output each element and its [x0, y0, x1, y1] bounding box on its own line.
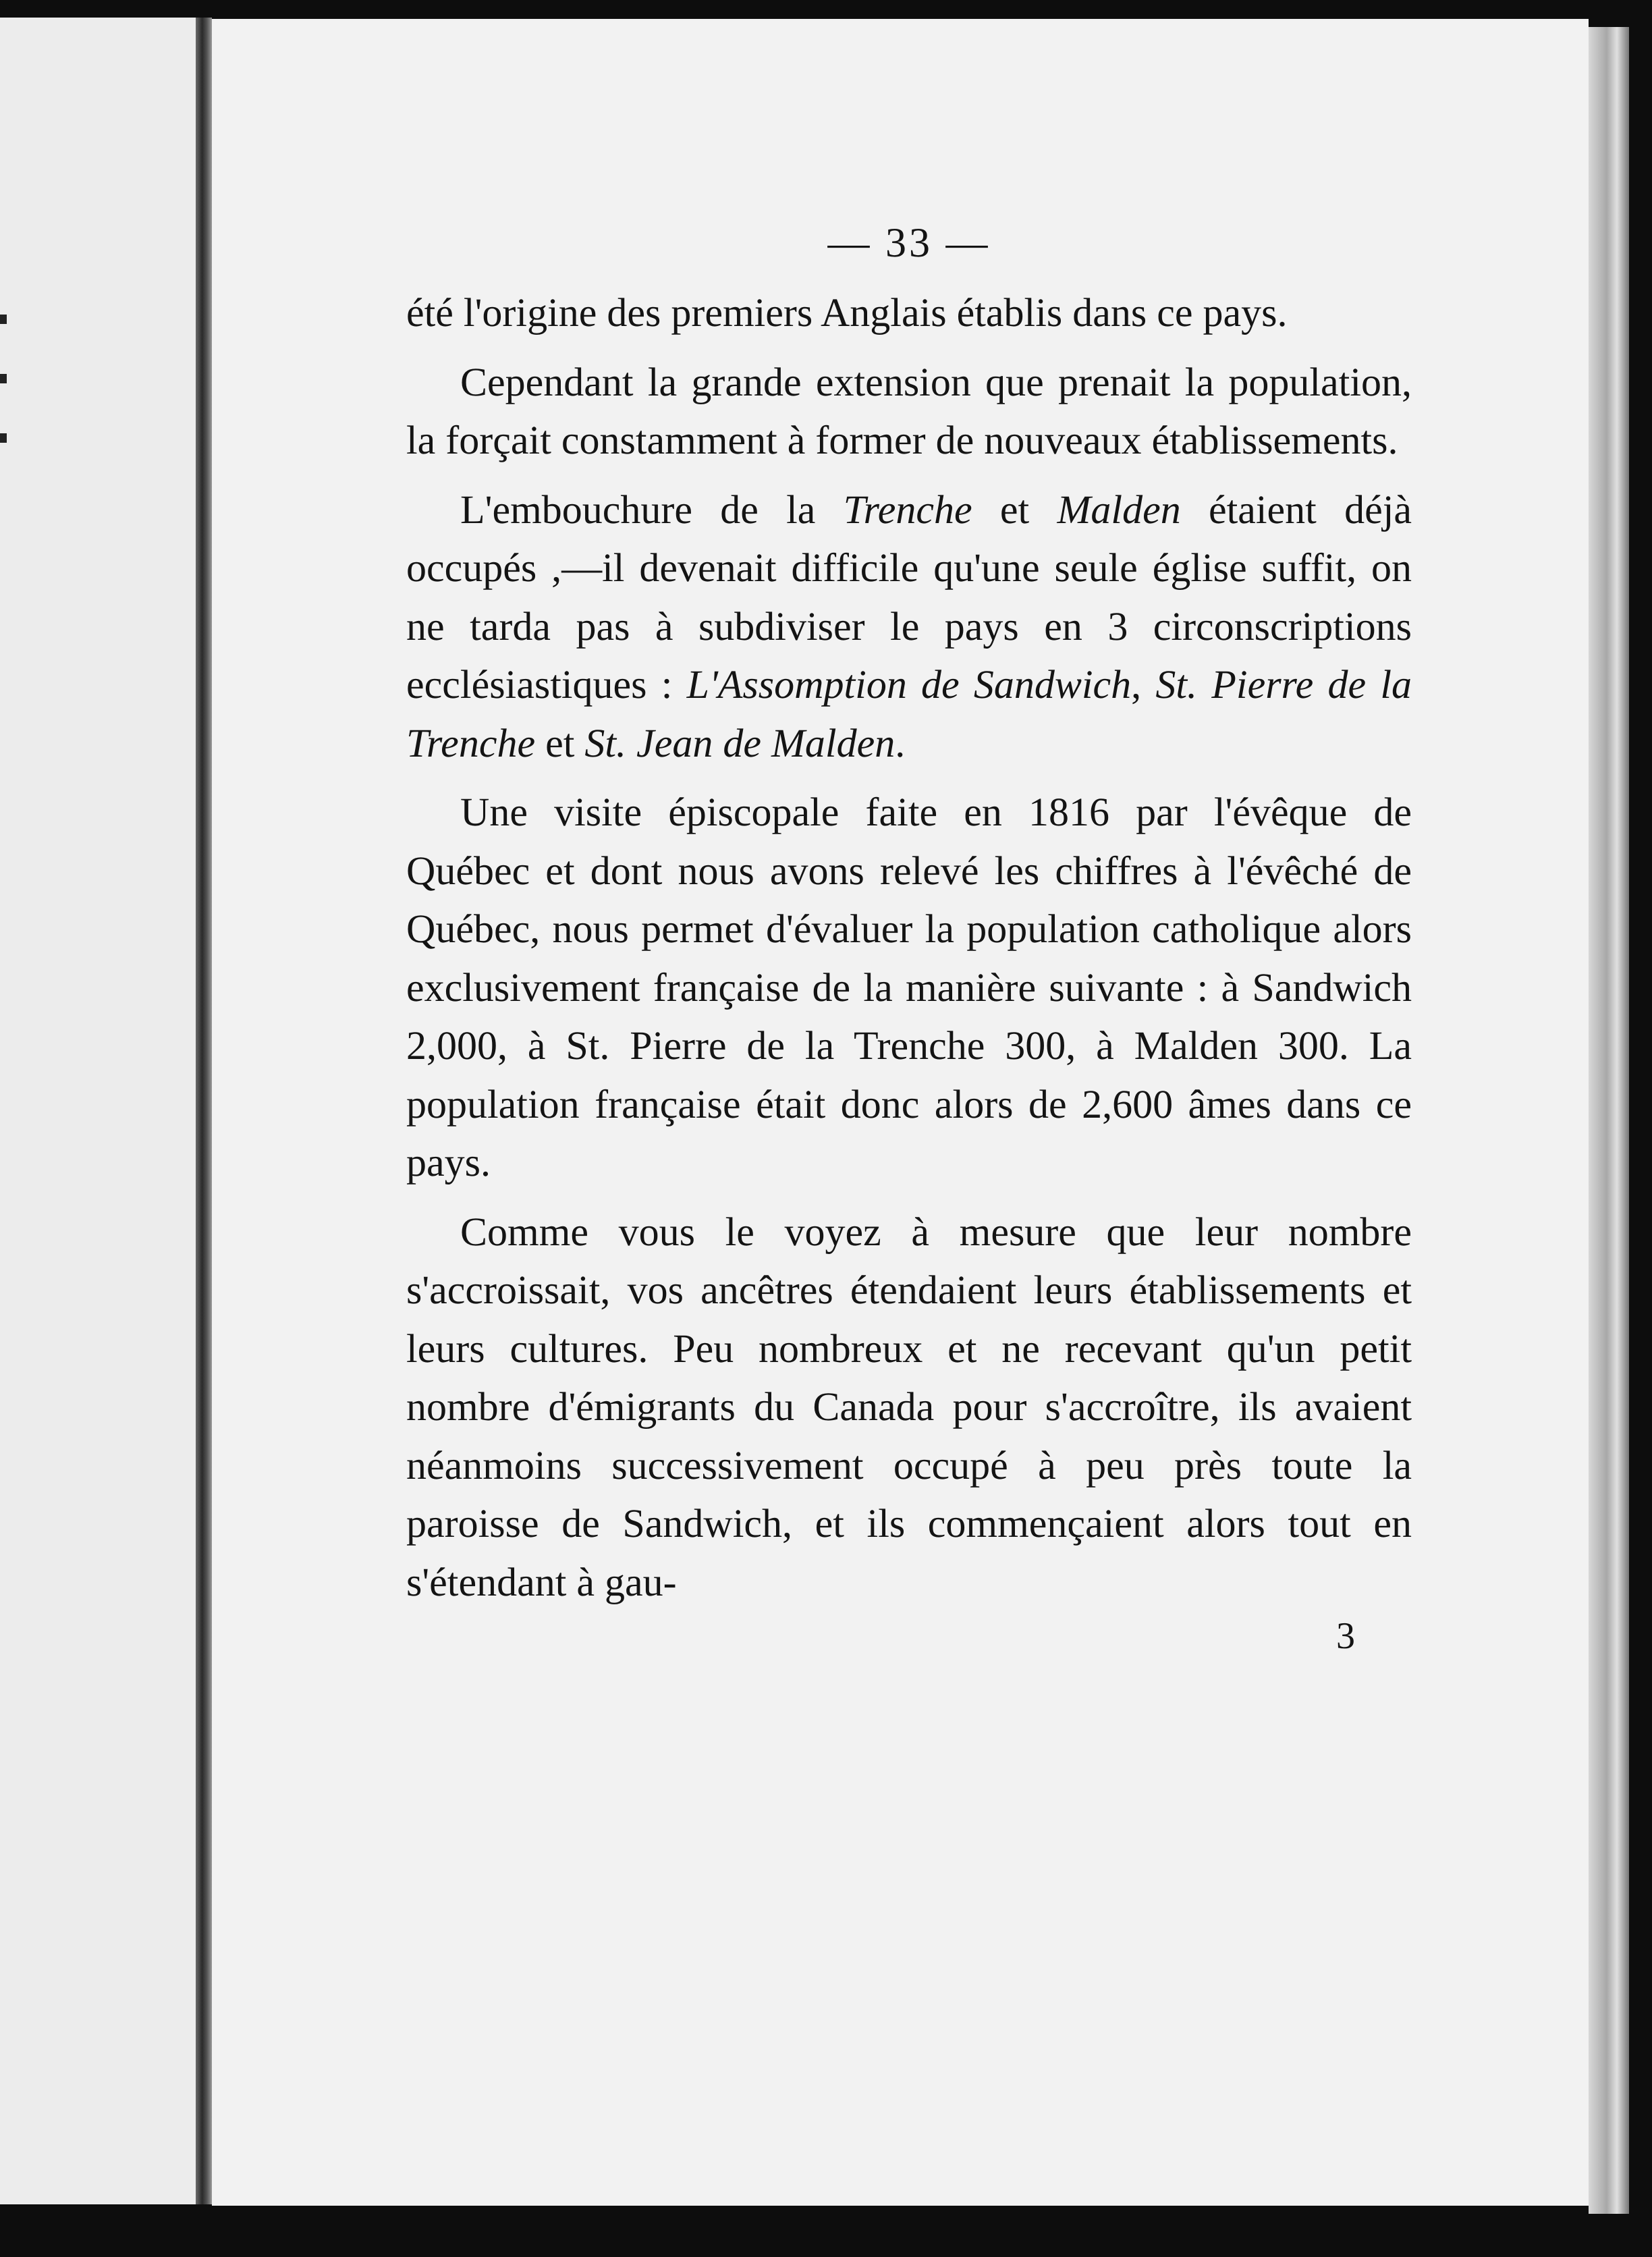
left-page-ink-mark [0, 315, 7, 324]
paragraph-3 [406, 481, 1412, 773]
parish-name-st-pierre: St. Pierre de la Trenche [406, 662, 1412, 765]
parish-name-assomption: L'Assomption de Sandwich [686, 662, 1132, 707]
page-text-block [406, 202, 1412, 1660]
place-name-trenche: Trenche [843, 487, 972, 532]
paragraph-3-text: étaient déjà occupés ,—il devenait difficile qu'une seule église suffit, on ne tarda pas à subdiviser le pays en 3 circonscriptions ecclésiastiques : [406, 487, 1412, 707]
paragraph-3-text: , [1131, 662, 1156, 707]
paragraph-4: Une visite épiscopale faite en 1816 par l'évêque de Québec et dont nous avons relevé les chiffres à l'évêché de Québec, nous permet d'évaluer la population catholique alors exclusivement française de la manière suivante : à Sandwich 2,000, à St. Pierre de la Trenche 300, à Malden 300. La population française était donc alors de 2,600 âmes dans ce pays. [406, 790, 1412, 1185]
paragraph-3-text: et [535, 720, 585, 765]
paragraph-3-text: et [972, 487, 1057, 532]
left-page-ink-mark [0, 374, 7, 383]
place-name-malden: Malden [1057, 487, 1181, 532]
page-number: — 33 — [827, 220, 991, 266]
paragraph-2: Cependant la grande extension que prenait la population, la forçait constamment à former de nouveaux établissements. [406, 359, 1412, 462]
paragraph-1: été l'origine des premiers Anglais établis dans ce pays. [406, 290, 1288, 335]
paragraph-5: Comme vous le voyez à mesure que leur nombre s'accroissait, vos ancêtres étendaient leurs établissements et leurs cultures. Peu nombreux et ne recevant qu'un petit nombre d'émigrants du Canada pour s'accroître, ils avaient néanmoins successivement occupé à peu près toute la paroisse de Sandwich, et ils commençaient alors tout en s'étendant à gau- [406, 1209, 1412, 1604]
paragraph-3-text: L'embouchure de la [460, 487, 844, 532]
left-page-ink-mark [0, 433, 7, 443]
right-page-edge [1589, 27, 1629, 2214]
paragraph-3-text: . [895, 720, 906, 765]
signature-mark: 3 [1336, 1615, 1355, 1657]
book-gutter [196, 18, 212, 2204]
parish-name-st-jean: St. Jean de Malden [584, 720, 896, 765]
left-page-edge [0, 18, 196, 2204]
